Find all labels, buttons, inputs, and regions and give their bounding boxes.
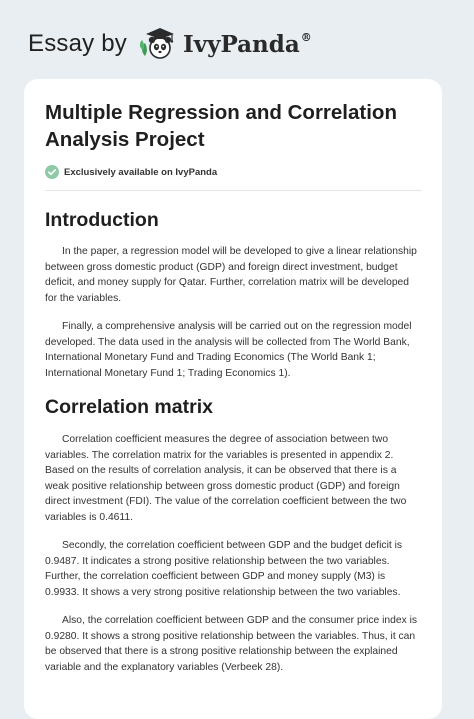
brand-name: IvyPanda® <box>182 30 312 58</box>
article-title: Multiple Regression and Correlation Analysis Project <box>45 101 397 151</box>
paragraph: Correlation coefficient measures the degree of association between two variables. The correlation matrix for the variables is presented in appendix 2. Based on the results of correlation analysis, it can be observed that there is a weak positive relationship between gross domestic product (GDP) and foreign direct investment (FDI). The value of the correlation coefficient between the two variables is 0.4611. <box>45 434 407 523</box>
paragraph: In the paper, a regression model will be developed to give a linear relationship between gross domestic product (GDP) and foreign direct investment, budget deficit, and money supply for Qatar. Further, correlation matrix will be developed for the variables. <box>45 246 417 304</box>
paragraph: Secondly, the correlation coefficient between GDP and the budget deficit is 0.9487. It indicates a strong positive relationship between the two variables. Further, the correlation coefficient between GDP and money supply (M3) is 0.9933. It shows a very strong positive relationship between the two variables. <box>45 540 403 598</box>
brand-link[interactable] <box>28 26 312 62</box>
registered-mark: ® <box>300 30 312 44</box>
section-heading-correlation-matrix: Correlation matrix <box>45 396 213 418</box>
site-header <box>0 0 474 72</box>
paragraph: Finally, a comprehensive analysis will be carried out on the regression model developed. The data used in the analysis will be collected from The World Bank, International Monetary Fund and Trading Economics (The World Bank 1; International Monetary Fund 1; Trading Economics 1). <box>45 321 412 379</box>
essay-by-label: Essay by <box>28 30 127 57</box>
exclusive-badge-text: Exclusively available on IvyPanda <box>64 166 218 178</box>
section-heading-introduction: Introduction <box>45 209 159 231</box>
check-circle-icon <box>45 165 59 179</box>
article-card <box>24 79 442 719</box>
divider <box>45 190 422 191</box>
panda-graduation-cap-icon <box>139 26 179 62</box>
exclusive-badge <box>45 165 442 179</box>
paragraph: Also, the correlation coefficient between GDP and the consumer price index is 0.9280. It shows a strong positive relationship between the variables. Thus, it can be observed that there is a strong positive relationship between the explained variable and the explanatory variables (Verbeek 28). <box>45 615 418 673</box>
